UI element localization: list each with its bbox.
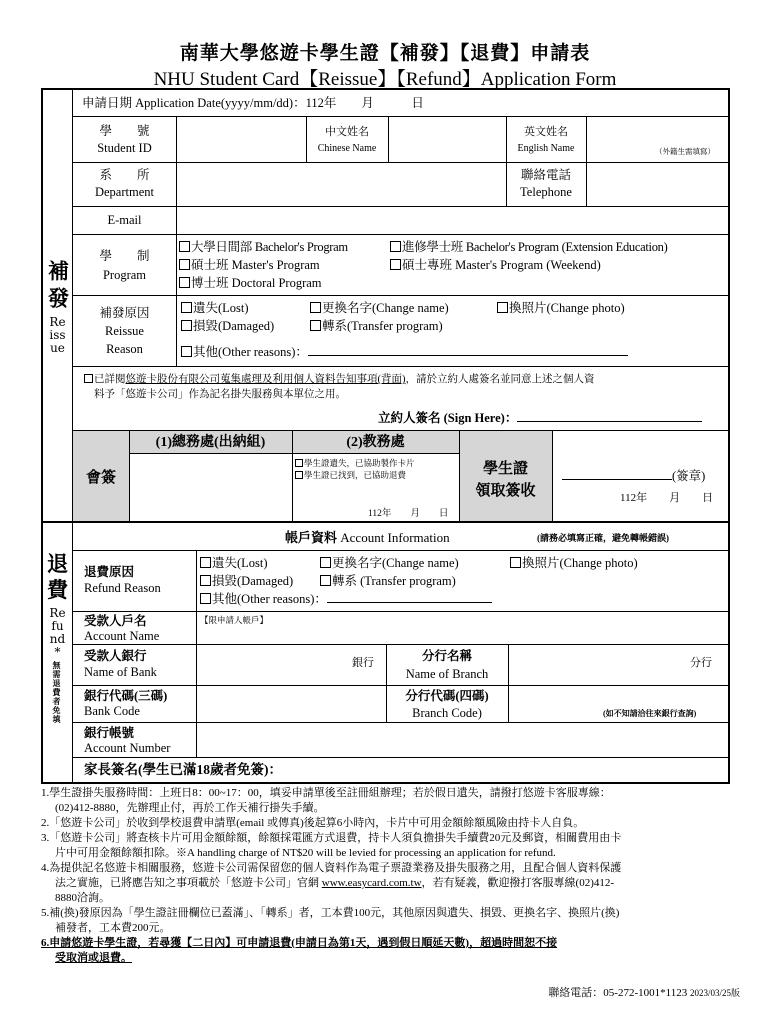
chinese-name-input[interactable]: [390, 118, 505, 161]
account-number-label-zh: 銀行帳號: [84, 726, 135, 740]
chinese-name-label-en: Chinese Name: [317, 143, 377, 154]
note-3b: 片中可用金額餘額扣除。※A handling charge of NT$20 will be levied for processing an application for refund.: [55, 847, 556, 859]
reissue-reason-transfer[interactable]: 轉系(Transfer program): [310, 318, 443, 334]
student-id-input[interactable]: [178, 118, 305, 161]
refund-reason-label-en: Refund Reason: [84, 581, 161, 595]
consent-checkbox[interactable]: [84, 374, 93, 383]
other-reason-input[interactable]: [308, 346, 628, 356]
branch-label-zh: 分行名稱: [421, 649, 472, 663]
department-label-en: Department: [94, 185, 154, 199]
account-name-input[interactable]: [198, 626, 728, 643]
chinese-name-label-zh: 中文姓名: [325, 126, 369, 138]
student-id-label-en: Student ID: [97, 141, 152, 155]
reissue-reason-label-en-1: Reissue: [105, 324, 144, 338]
english-name-note: （外籍生需填寫）: [655, 147, 715, 156]
receipt-date: 112年 月 日: [620, 492, 714, 504]
checkbox[interactable]: [310, 302, 321, 313]
account-info-label: 帳戶資料 Account Information: [285, 530, 450, 545]
department-label-zh: 系 所: [99, 168, 150, 182]
checkbox[interactable]: [200, 593, 211, 604]
refund-section-chinese-1: 退: [47, 551, 68, 576]
bank-code-label-en: Bank Code: [84, 704, 140, 718]
student-id-label-zh: 學 號: [99, 124, 150, 138]
sign-here-label: 立約人簽名 (Sign Here)：: [378, 410, 702, 426]
academic-option-found[interactable]: 學生證已找到，已協助退費: [295, 470, 406, 480]
department-input[interactable]: [178, 164, 505, 205]
telephone-label-en: Telephone: [520, 185, 572, 199]
receipt-label-1: 學生證: [482, 461, 528, 477]
refund-section-en-1: Re: [49, 606, 66, 620]
account-number-label-en: Account Number: [84, 741, 171, 755]
branch-code-label-en: Branch Code): [412, 706, 482, 720]
refund-section-en-2: fu: [51, 619, 64, 633]
checkbox[interactable]: [510, 557, 521, 568]
refund-reason-lost[interactable]: 遺失(Lost): [200, 555, 268, 571]
reissue-reason-label-zh: 補發原因: [99, 306, 150, 320]
bank-label-en: Name of Bank: [84, 665, 157, 679]
receipt-label-2: 領取簽收: [475, 483, 536, 499]
program-option-master-weekend[interactable]: 碩士專班 Master's Program (Weekend): [390, 257, 601, 273]
checkbox[interactable]: [200, 557, 211, 568]
reissue-reason-change-name[interactable]: 更換名字(Change name): [310, 300, 449, 316]
program-label-en: Program: [102, 268, 147, 282]
refund-reason-change-name[interactable]: 更換名字(Change name): [320, 555, 459, 571]
reissue-reason-damaged[interactable]: 損毀(Damaged): [181, 318, 274, 334]
refund-reason-label-zh: 退費原因: [84, 565, 135, 579]
english-name-label-en: English Name: [517, 143, 575, 154]
reissue-reason-other[interactable]: 其他(Other reasons)：: [181, 344, 628, 360]
application-date: 申請日期 Application Date(yyyy/mm/dd)：112年 月 日: [82, 96, 424, 110]
account-name-note: 【限申請人帳戶】: [200, 615, 269, 625]
reissue-section-label: [43, 90, 73, 521]
checkbox[interactable]: [295, 471, 303, 479]
general-affairs-sign-box[interactable]: [131, 455, 291, 519]
note-4d: 8880洽詢。: [55, 892, 110, 904]
branch-code-label-zh: 分行代碼(四碼): [405, 689, 489, 703]
version-label: 2023/03/25版: [689, 988, 740, 998]
account-name-label-zh: 受款人戶名: [84, 614, 147, 628]
email-input[interactable]: [178, 208, 728, 233]
refund-section-note: 無需退費者免填: [52, 661, 62, 724]
bank-code-label-zh: 銀行代碼(三碼): [84, 689, 168, 703]
refund-reason-change-photo[interactable]: 換照片(Change photo): [510, 555, 638, 571]
program-option-bachelor[interactable]: 大學日間部 Bachelor's Program: [179, 239, 348, 255]
checkbox[interactable]: [390, 259, 401, 270]
bank-name-input[interactable]: [198, 646, 348, 684]
consent-line-2: 料予「悠遊卡公司」作為記名掛失服務與本單位之用。: [94, 389, 346, 400]
refund-section-label: [43, 523, 73, 782]
academic-affairs-label: (2)教務處: [346, 435, 405, 450]
branch-suffix: 分行: [690, 657, 712, 669]
parent-signature-label: 家長簽名(學生已滿18歲者免簽)：: [84, 762, 282, 777]
reissue-section-chinese: 補發: [45, 260, 71, 314]
checkbox[interactable]: [320, 575, 331, 586]
note-4a: 4.為提供記名悠遊卡相關服務，悠遊卡公司需保留您的個人資料作為電子票證業務及掛失服務之用，且配合個人資料保護: [41, 862, 622, 874]
branch-label-en: Name of Branch: [405, 667, 489, 681]
refund-section-star: *: [54, 645, 61, 659]
signature-input[interactable]: [517, 412, 702, 422]
reissue-section-en-1: Re: [49, 315, 66, 329]
refund-section-chinese-2: 費: [47, 577, 68, 602]
refund-section-en-3: nd: [49, 632, 66, 646]
refund-reason-damaged[interactable]: 損毀(Damaged): [200, 573, 293, 589]
note-6b: 受取消或退費。: [55, 952, 132, 964]
account-name-label-en: Account Name: [84, 629, 160, 643]
general-affairs-label: (1)總務處(出納組): [155, 435, 266, 450]
program-option-extension[interactable]: 進修學士班 Bachelor's Program (Extension Education): [390, 239, 667, 255]
checkbox[interactable]: [320, 557, 331, 568]
footer-contact: [548, 984, 740, 1000]
countersign-label: 會簽: [85, 470, 116, 486]
refund-reason-transfer[interactable]: 轉系 (Transfer program): [320, 573, 456, 589]
consent-line-1[interactable]: 已詳閱悠遊卡股份有限公司蒐集處理及利用個人資料告知事項(背面)，請於立約人處簽名並同意上述之個人資: [84, 373, 595, 386]
checkbox[interactable]: [179, 241, 190, 252]
checkbox[interactable]: [390, 241, 401, 252]
refund-reason-other[interactable]: 其他(Other reasons)：: [200, 591, 492, 607]
refund-other-reason-input[interactable]: [327, 593, 492, 603]
program-label-zh: 學 制: [99, 249, 150, 263]
note-6a: 6.申請悠遊卡學生證，若尋獲【二日內】可申請退費(申請日為第1天，遇到假日順延天數)，超過時間恕不接: [41, 937, 558, 949]
program-option-doctoral[interactable]: 博士班 Doctoral Program: [179, 275, 322, 291]
receipt-signature[interactable]: [562, 468, 705, 484]
checkbox[interactable]: [179, 259, 190, 270]
bank-suffix: 銀行: [352, 657, 374, 669]
checkbox[interactable]: [295, 459, 303, 467]
english-name-label-zh: 英文姓名: [524, 126, 568, 138]
checkbox[interactable]: [181, 346, 192, 357]
receipt-signature-input[interactable]: [562, 470, 672, 480]
checkbox[interactable]: [310, 320, 321, 331]
reissue-reason-lost[interactable]: 遺失(Lost): [181, 300, 249, 316]
telephone-label-zh: 聯絡電話: [520, 168, 571, 182]
account-info-note: (請務必填寫正確，避免轉帳錯誤): [537, 533, 669, 543]
checkbox[interactable]: [497, 302, 508, 313]
privacy-notice-link: 悠遊卡股份有限公司蒐集處理及利用個人資料告知事項(背面): [125, 374, 406, 385]
notes-section: [41, 786, 730, 966]
seal-label: (簽章): [672, 469, 706, 483]
note-5b: 補發者，工本費200元。: [55, 922, 171, 934]
email-label: E-mail: [107, 213, 142, 227]
note-2: 2.「悠遊卡公司」於收到學校退費申請單(email 或傳真)後起算6小時內，卡片中可用金額餘額風險由持卡人自負。: [41, 817, 585, 829]
checkbox[interactable]: [181, 320, 192, 331]
note-1b: (02)412-8880，先辦理止付，再於工作天補行掛失手續。: [55, 802, 325, 814]
checkbox[interactable]: [179, 277, 190, 288]
branch-name-input[interactable]: [510, 646, 685, 684]
reissue-section-en-2: iss: [49, 328, 66, 342]
checkbox[interactable]: [200, 575, 211, 586]
form-title-english: NHU Student Card【Reissue】【Refund】Application Form: [153, 69, 617, 90]
parent-signature-input[interactable]: [330, 760, 728, 782]
note-1a: 1.學生證掛失服務時間：上班日8：00~17：00，填妥申請單後至註冊組辦理；若於假日遺失，請撥打悠遊卡客服專線：: [41, 787, 611, 799]
checkbox[interactable]: [181, 302, 192, 313]
easycard-website-link[interactable]: www.easycard.com.tw: [321, 877, 422, 889]
program-option-master[interactable]: 碩士班 Master's Program: [179, 257, 320, 273]
form-title-chinese: 南華大學悠遊卡學生證【補發】【退費】申請表: [179, 42, 591, 64]
contact-phone: 聯絡電話：05-272-1001*1123: [548, 987, 688, 999]
bank-label-zh: 受款人銀行: [84, 649, 147, 663]
branch-code-note: (如不知請洽往來銀行查詢): [603, 709, 697, 718]
account-number-input[interactable]: [198, 724, 728, 756]
reissue-reason-change-photo[interactable]: 換照片(Change photo): [497, 300, 625, 316]
academic-date: 112年 月 日: [368, 509, 449, 519]
note-4b: 法之實施，已將應告知之事項載於「悠遊卡公司」官網 www.easycard.com.tw，若有疑義，歡迎撥打客服專線(02)412-: [55, 877, 615, 889]
reissue-reason-label-en-2: Reason: [106, 342, 143, 356]
bank-code-input[interactable]: [198, 687, 385, 721]
telephone-input[interactable]: [588, 164, 728, 205]
reissue-section-en-3: ue: [50, 341, 65, 355]
note-3a: 3.「悠遊卡公司」將查核卡片可用金額餘額，餘額採電匯方式退費，持卡人須負擔掛失手續費20元及郵資，相關費用由卡: [41, 832, 622, 844]
academic-option-lost[interactable]: 學生證遺失，已協助製作卡片: [295, 458, 415, 468]
note-5a: 5.補(換)發原因為「學生證註冊欄位已蓋滿」、「轉系」者，工本費100元，其他原因與遺失、損毀、更換名字、換照片(換): [41, 907, 620, 919]
branch-code-input[interactable]: [510, 687, 728, 707]
